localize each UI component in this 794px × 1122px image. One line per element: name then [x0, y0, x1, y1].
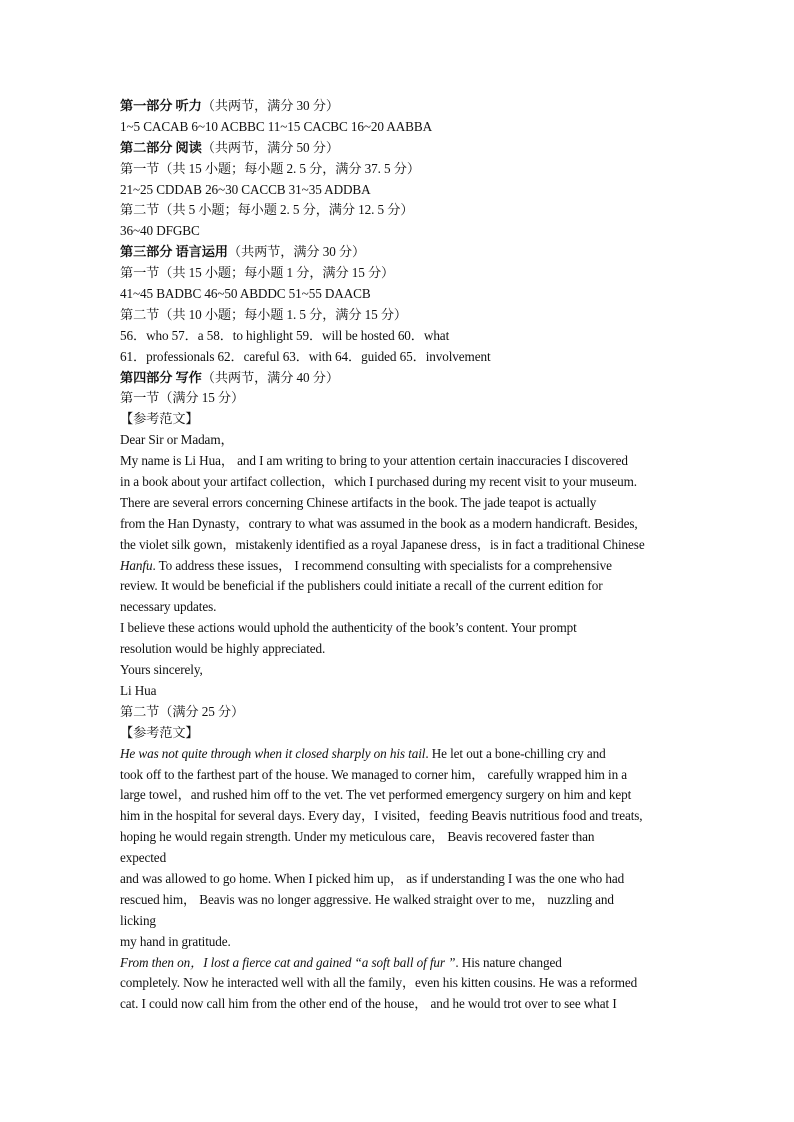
part2-section2-title: 第二节（共 5 小题；每小题 2. 5 分，满分 12. 5 分） [120, 202, 414, 218]
story-line-rest: . He let out a bone-chilling cry and [425, 745, 606, 761]
letter-line: the violet silk gown，mistakenly identified as a royal Japanese dress，is in fact a traditional Chinese [120, 536, 645, 552]
letter-closing: Yours sincerely, [120, 662, 203, 678]
story-line: my hand in gratitude. [120, 933, 231, 949]
part4-section2-title: 第二节（满分 25 分） [120, 703, 245, 719]
letter-line: in a book about your artifact collection，which I purchased during my recent visit to your museum. [120, 474, 637, 490]
letter-line-rest: . To address these issues， I recommend consulting with specialists for a comprehensive [152, 557, 612, 573]
part3-section1-answers: 41~45 BADBC 46~50 ABDDC 51~55 DAACB [120, 286, 371, 302]
part4-heading: 第四部分 写作 [120, 369, 202, 385]
story-line: rescued him， Beavis was no longer aggressive. He walked straight over to me， nuzzling and [120, 891, 614, 907]
letter-line: necessary updates. [120, 599, 217, 615]
story-line: and was allowed to go home. When I picked him up， as if understanding I was the one who had [120, 870, 625, 886]
story-given-sentence: He was not quite through when it closed sharply on his tail [120, 745, 426, 761]
story-line: large towel，and rushed him off to the vet. The vet performed emergency surgery on him and kept [120, 787, 632, 803]
part1-answers: 1~5 CACAB 6~10 ACBBC 11~15 CACBC 16~20 AABBA [120, 118, 433, 134]
story-line [120, 953, 688, 974]
letter-line: from the Han Dynasty，contrary to what was assumed in the book as a modern handicraft. Besides, [120, 515, 638, 531]
part3-section1-title: 第一节（共 15 小题；每小题 1 分，满分 15 分） [120, 265, 395, 281]
letter-salutation: Dear Sir or Madam， [120, 432, 234, 448]
part2-section2-answers: 36~40 DFGBC [120, 223, 200, 239]
part3-section2-title: 第二节（共 10 小题；每小题 1. 5 分，满分 15 分） [120, 306, 408, 322]
part4-section1-title: 第一节（满分 15 分） [120, 390, 245, 406]
model-essay-label-1: 【参考范文】 [120, 411, 199, 427]
part3-heading: 第三部分 语言运用 [120, 244, 228, 260]
part3-section2-answers-a: 56．who 57．a 58．to highlight 59．will be hosted 60．what [120, 327, 450, 343]
letter-line: resolution would be highly appreciated. [120, 641, 326, 657]
part3-section2-answers-b: 61．professionals 62．careful 63．with 64．guided 65．involvement [120, 348, 491, 364]
model-essay-label-2: 【参考范文】 [120, 724, 199, 740]
part2-heading-note: （共两节，满分 50 分） [201, 139, 339, 155]
letter-line: There are several errors concerning Chinese artifacts in the book. The jade teapot is actually [120, 494, 597, 510]
story-line [120, 744, 688, 765]
part2-section1-title: 第一节（共 15 小题；每小题 2. 5 分，满分 37. 5 分） [120, 160, 420, 176]
letter-signature: Li Hua [120, 682, 157, 698]
part2-heading-line [120, 138, 688, 159]
letter-italic-term: Hanfu [120, 557, 153, 573]
story-line: cat. I could now call him from the other end of the house， and he would trot over to see what I [120, 996, 617, 1012]
story-line: him in the hospital for several days. Every day，I visited，feeding Beavis nutritious food and treats, [120, 808, 643, 824]
story-line: completely. Now he interacted well with all the family，even his kitten cousins. He was a reformed [120, 975, 638, 991]
story-line: hoping he would regain strength. Under my meticulous care， Beavis recovered faster than [120, 829, 595, 845]
letter-line: review. It would be beneficial if the publishers could initiate a recall of the current edition for [120, 578, 603, 594]
part2-heading: 第二部分 阅读 [120, 139, 202, 155]
letter-line: My name is Li Hua， and I am writing to bring to your attention certain inaccuracies I discovered [120, 453, 628, 469]
letter-line [120, 556, 688, 577]
part4-heading-note: （共两节，满分 40 分） [201, 369, 339, 385]
story-given-sentence-2: From then on，I lost a fierce cat and gained “a soft ball of fur ” [120, 954, 456, 970]
story-line: took off to the farthest part of the house. We managed to corner him， carefully wrapped him in a [120, 766, 628, 782]
part2-section1-answers: 21~25 CDDAB 26~30 CACCB 31~35 ADDBA [120, 181, 371, 197]
part1-heading-line [120, 96, 688, 117]
part4-heading-line [120, 368, 688, 389]
story-line: expected [120, 850, 167, 866]
answer-key-document [120, 96, 688, 1015]
story-line: licking [120, 912, 156, 928]
part3-heading-note: （共两节，满分 30 分） [227, 244, 366, 260]
part1-heading: 第一部分 听力 [120, 98, 202, 113]
letter-line: I believe these actions would uphold the authenticity of the book’s content. Your prompt [120, 620, 577, 636]
story-line-rest: . His nature changed [455, 954, 562, 970]
part3-heading-line [120, 242, 688, 263]
part1-heading-note: （共两节，满分 30 分） [201, 98, 339, 113]
